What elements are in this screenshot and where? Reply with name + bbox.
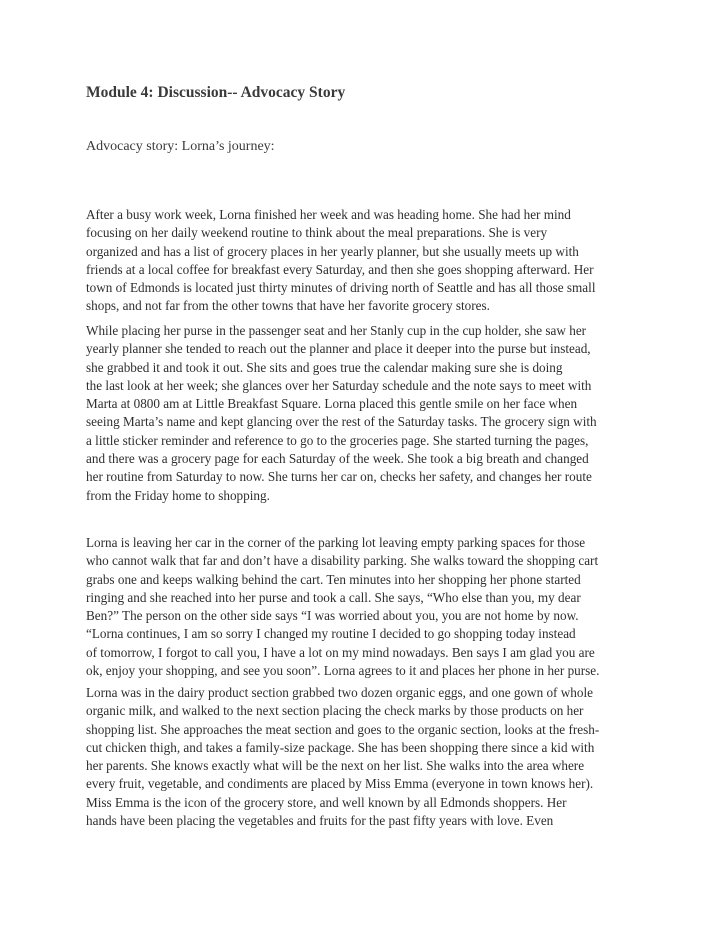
paragraph-line: grabs one and keeps walking behind the cart. Ten minutes into her shopping her phone started (86, 571, 581, 587)
paragraph-line: town of Edmonds is located just thirty minutes of driving north of Seattle and has all those small (86, 280, 596, 296)
paragraph-3 (86, 534, 646, 680)
paragraph-line: yearly planner she tended to reach out the planner and place it deeper into the purse but instead, (86, 341, 591, 357)
paragraph-line: ok, enjoy your shopping, and see you soon”. Lorna agrees to it and places her phone in her purse. (86, 663, 600, 679)
document-title: Module 4: Discussion-- Advocacy Story (86, 84, 346, 101)
paragraph-line: Marta at 0800 am at Little Breakfast Square. Lorna placed this gentle smile on her face when (86, 396, 578, 412)
paragraph-line: her routine from Saturday to now. She turns her car on, checks her safety, and changes her route (86, 469, 592, 485)
paragraph-line: “Lorna continues, I am so sorry I changed my routine I decided to go shopping today instead (86, 626, 576, 642)
paragraph-line: organic milk, and walked to the next section placing the check marks by those products on her (86, 703, 584, 719)
paragraph-line: her parents. She knows exactly what will be the next on her list. She walks into the area where (86, 758, 585, 774)
paragraph-4 (86, 684, 646, 830)
paragraph-2 (86, 322, 646, 505)
paragraph-line: of tomorrow, I forgot to call you, I have a lot on my mind nowadays. Ben says I am glad you are (86, 644, 595, 660)
paragraph-line: seeing Marta’s name and kept glancing over the rest of the Saturday tasks. The grocery sign with (86, 414, 597, 430)
paragraph-line: she grabbed it and took it out. She sits and goes true the calendar making sure she is doing (86, 359, 563, 375)
paragraph-line: organized and has a list of grocery places in her yearly planner, but she usually meets up with (86, 243, 579, 259)
paragraph-line: friends at a local coffee for breakfast every Saturday, and then she goes shopping afterward. Her (86, 261, 594, 277)
paragraph-line: Ben?” The person on the other side says “I was worried about you, you are not home by now. (86, 608, 579, 624)
paragraph-line: After a busy work week, Lorna finished her week and was heading home. She had her mind (86, 207, 571, 222)
paragraph-line: from the Friday home to shopping. (86, 487, 270, 503)
paragraph-line: hands have been placing the vegetables and fruits for the past fifty years with love. Even (86, 813, 554, 829)
paragraph-1 (86, 206, 646, 316)
paragraph-line: Lorna was in the dairy product section grabbed two dozen organic eggs, and one gown of whole (86, 685, 593, 700)
paragraph-line: cut chicken thigh, and takes a family-size package. She has been shopping there since a kid with (86, 739, 595, 755)
paragraph-line: who cannot walk that far and don’t have a disability parking. She walks toward the shopping cart (86, 553, 599, 569)
paragraph-line: a little sticker reminder and reference to go to the groceries page. She started turning the pages, (86, 432, 589, 448)
paragraph-line: every fruit, vegetable, and condiments are placed by Miss Emma (everyone in town knows her). (86, 776, 594, 792)
paragraph-line: ringing and she reached into her purse and took a call. She says, “Who else than you, my dear (86, 589, 581, 605)
paragraph-line: Lorna is leaving her car in the corner of the parking lot leaving empty parking spaces for those (86, 535, 586, 550)
paragraph-line: Miss Emma is the icon of the grocery store, and well known by all Edmonds shoppers. Her (86, 794, 567, 810)
document-subtitle: Advocacy story: Lorna’s journey: (86, 139, 275, 154)
paragraph-line: shops, and not far from the other towns that have her favorite grocery stores. (86, 298, 490, 314)
paragraph-line: shopping list. She approaches the meat section and goes to the organic section, looks at the fresh- (86, 721, 600, 737)
paragraph-line: the last look at her week; she glances over her Saturday schedule and the note says to meet with (86, 377, 592, 393)
paragraph-line: While placing her purse in the passenger seat and her Stanly cup in the cup holder, she saw her (86, 323, 587, 338)
paragraph-line: focusing on her daily weekend routine to think about the meal preparations. She is very (86, 225, 548, 241)
paragraph-line: and there was a grocery page for each Saturday of the week. She took a big breath and changed (86, 451, 589, 467)
